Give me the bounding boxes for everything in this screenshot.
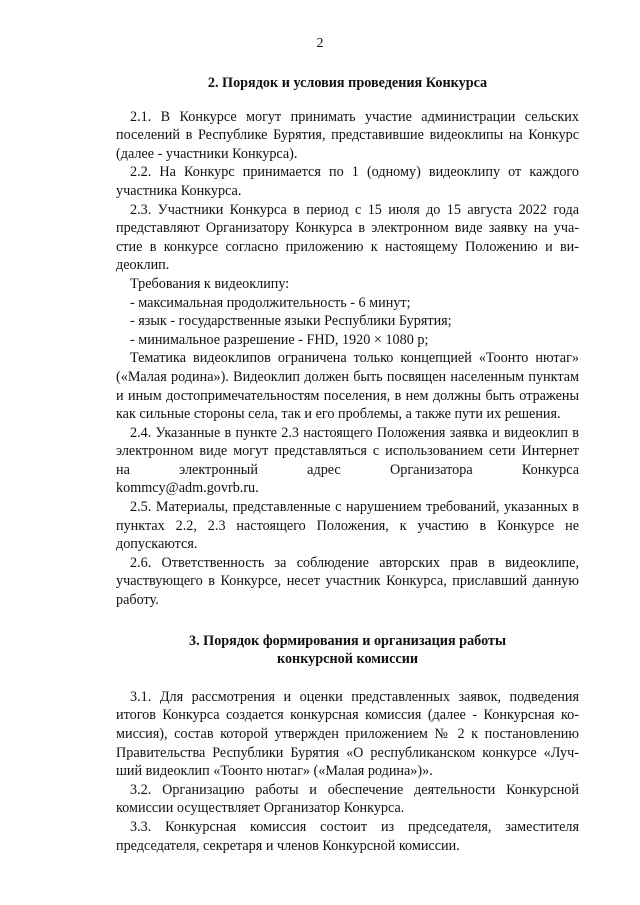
paragraph-2-1: 2.1. В Конкурсе могут принимать участие администрации сельских поселений в Республике Бурятия, представившие видеоклипы на Конкурс (далее - участники Конкурса). <box>116 108 579 162</box>
page-number: 2 <box>316 36 324 51</box>
organizer-email: kommcy@adm.govrb.ru. <box>116 480 259 497</box>
paragraph-3-2: 3.2. Организацию работы и обеспечение деятельности Конкурсной комиссии осуществляет Организатор Конкурса. <box>116 781 579 817</box>
paragraph-2-2: 2.2. На Конкурс принимается по 1 (одному) видеоклипу от каждого участника Конкурса. <box>116 164 579 199</box>
paragraph-2-6: 2.6. Ответственность за соблюдение авторских прав в видеоклипе, участвующего в Конкурсе, несет участник Конкурса, приславший данную работу. <box>116 554 579 609</box>
requirement-item: - максимальная продолжительность - 6 минут; <box>130 294 411 311</box>
paragraph-2-4: 2.4. Указанные в пункте 2.3 настоящего Положения заявка и видеоклип в электронном виде могут представляться с использованием сети Интернет на электронный адрес Организатора Конкурса <box>116 424 579 478</box>
section-3-heading-line-2: конкурсной комиссии <box>276 651 419 668</box>
requirement-item: - язык - государственные языки Республики Бурятия; <box>130 313 452 330</box>
paragraph-2-3: 2.3. Участники Конкурса в период с 15 июля до 15 августа 2022 года представляют Организатору Конкурса в электронном виде заявку на участие в конкурсе согласно приложению к настоящему Положению и видеоклип. <box>116 201 579 274</box>
document-body <box>116 74 579 855</box>
paragraph-3-3: 3.3. Конкурсная комиссия состоит из председателя, заместителя председателя, секретаря и членов Конкурсной комиссии. <box>116 818 579 854</box>
requirement-item: - минимальное разрешение - FHD, 1920 × 1080 p; <box>130 331 429 348</box>
section-3-heading <box>116 632 579 669</box>
requirements-title: Требования к видеоклипу: <box>130 275 290 292</box>
section-2-heading: 2. Порядок и условия проведения Конкурса <box>207 75 488 91</box>
paragraph-3-1: 3.1. Для рассмотрения и оценки представленных заявок, подведения итогов Конкурса создается конкурсная комиссия (далее - Конкурсная комиссия), состав которой утвержден приложением № 2 к постановлению Правительства Республики Бурятия «О республиканском конкурсе «Лучший видеоклип «Тоонто нютаг» («Малая родина»)». <box>116 688 579 780</box>
paragraph-theme: Тематика видеоклипов ограничена только концепцией «Тоонто нютаг» («Малая родина»). Видеоклип должен быть посвящен населенным пунктам и иным достопримечательностям поселения, в нем должны быть отражены как сильные стороны села, так и его проблемы, а также пути их решения. <box>116 350 579 423</box>
paragraph-2-5: 2.5. Материалы, представленные с нарушением требований, указанных в пунктах 2.2, 2.3 настоящего Положения, к участию в Конкурсе не допускаются. <box>116 499 579 553</box>
section-3-heading-line-1: 3. Порядок формирования и организация работы <box>188 632 507 649</box>
